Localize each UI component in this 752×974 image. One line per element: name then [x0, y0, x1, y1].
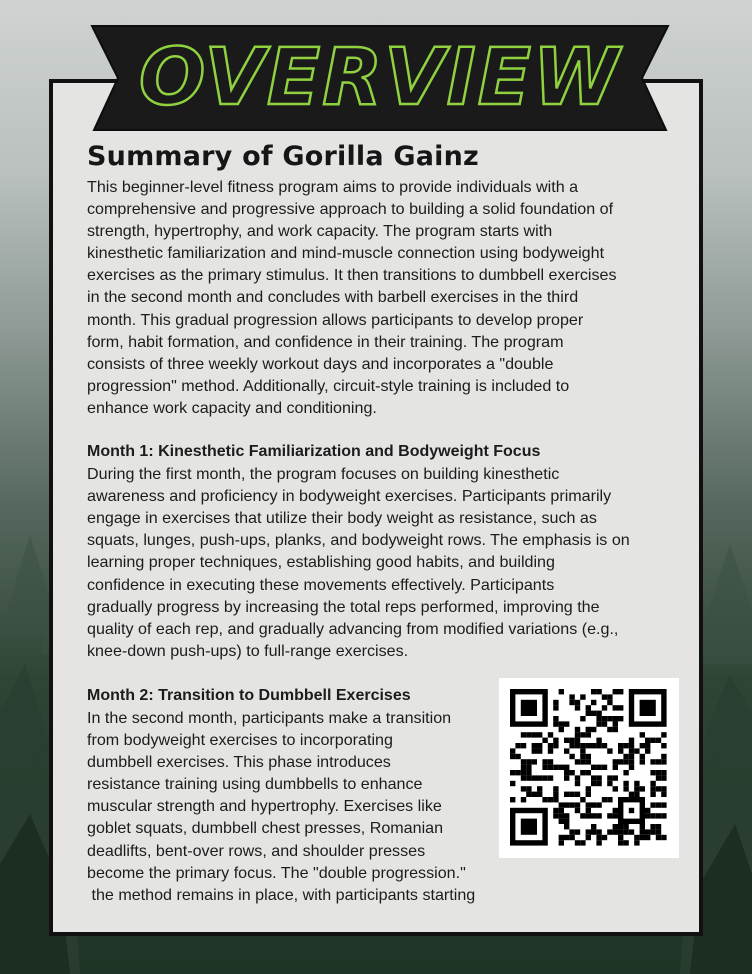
summary-paragraph: [87, 176, 677, 419]
text-line: In the second month, participants make a transition: [87, 709, 452, 727]
overview-banner: [70, 18, 690, 134]
text-line: consists of three weekly workout days and incorporates a "double: [87, 354, 554, 373]
text-line: engage in exercises that utilize their body weight as resistance, such as: [87, 509, 597, 528]
document-body: [87, 138, 677, 662]
text-line: strength, hypertrophy, and work capacity. The program starts with: [87, 222, 553, 241]
text-line: gradually progress by increasing the total reps performed, improving the: [87, 597, 600, 616]
month1-paragraph: [87, 463, 677, 662]
text-line: confidence in executing these movements effectively. Participants: [87, 575, 555, 594]
summary-title: Summary of Gorilla Gainz: [87, 141, 479, 172]
text-line: month. This gradual progression allows participants to develop proper: [87, 310, 584, 329]
month2-heading: Month 2: Transition to Dumbbell Exercises: [87, 687, 411, 704]
text-line: exercises as the primary stimulus. It then transitions to dumbbell exercises: [87, 266, 617, 285]
text-line: form, habit formation, and confidence in their training. The program: [87, 332, 564, 351]
month2-section: [87, 685, 517, 906]
text-line: become the primary focus. The "double progression.": [87, 863, 466, 882]
text-line: awareness and proficiency in bodyweight exercises. Participants primarily: [87, 487, 612, 506]
text-line: learning proper techniques, establishing good habits, and building: [87, 553, 555, 572]
qr-code-icon[interactable]: [499, 678, 679, 858]
text-line: deadlifts, bent-over rows, and shoulder presses: [87, 841, 426, 860]
text-line: from bodyweight exercises to incorporating: [87, 731, 393, 750]
text-line: muscular strength and hypertrophy. Exercises like: [87, 797, 442, 816]
text-line: the method remains in place, with participants starting: [87, 885, 476, 904]
text-line: comprehensive and progressive approach to building a solid foundation of: [87, 200, 614, 219]
text-line: quality of each rep, and gradually advancing from modified variations (e.g.,: [87, 619, 619, 638]
text-line: dumbbell exercises. This phase introduces: [87, 753, 391, 772]
text-line: squats, lunges, push-ups, planks, and bodyweight rows. The emphasis is on: [87, 531, 630, 550]
text-line: resistance training using dumbbells to enhance: [87, 775, 423, 794]
month1-heading: Month 1: Kinesthetic Familiarization and Bodyweight Focus: [87, 443, 541, 461]
text-line: goblet squats, dumbbell chest presses, Romanian: [87, 819, 444, 838]
month2-paragraph: [87, 707, 517, 906]
banner-title: OVERVIEW: [139, 33, 621, 123]
text-line: progression" method. Additionally, circuit-style training is included to: [87, 376, 570, 395]
text-line: kinesthetic familiarization and mind-muscle connection using bodyweight: [87, 244, 605, 263]
text-line: knee-down push-ups) to full-range exercises.: [87, 641, 409, 660]
text-line: enhance work capacity and conditioning.: [87, 398, 377, 417]
text-line: This beginner-level fitness program aims to provide individuals with a: [87, 178, 579, 196]
text-line: in the second month and concludes with barbell exercises in the third: [87, 288, 579, 307]
text-line: During the first month, the program focuses on building kinesthetic: [87, 465, 560, 484]
